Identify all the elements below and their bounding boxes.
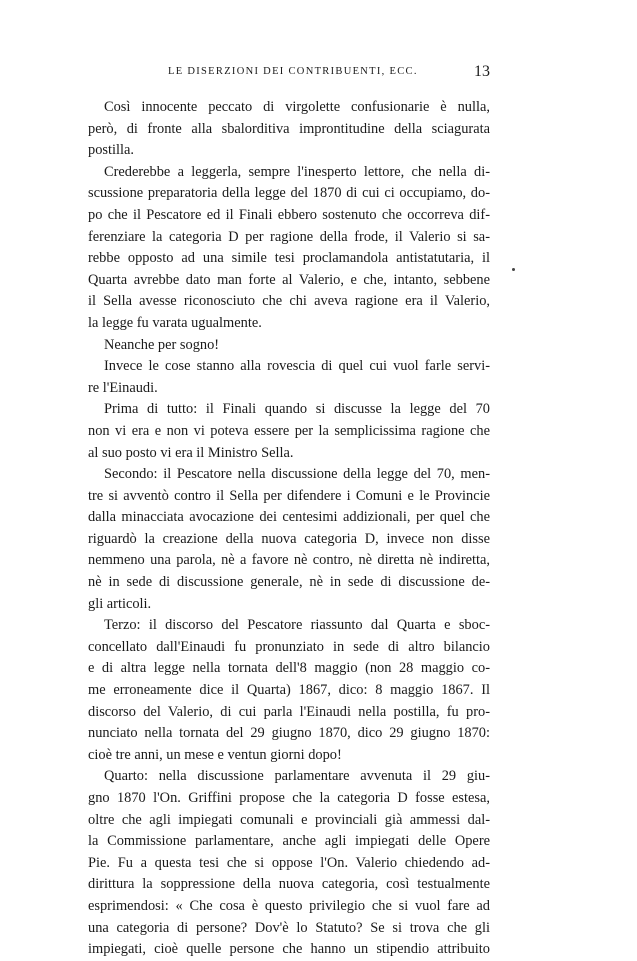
text-line: Invece le cose stanno alla rovescia di quel cui vuol farle servi-	[104, 358, 490, 375]
text-line: il Sella avesse riconosciuto che chi aveva ragione era il Valerio,	[88, 293, 490, 310]
text-line: Pie. Fu a questa tesi che si oppose l'On. Valerio chiedendo ad-	[88, 854, 490, 871]
text-line: po che il Pescatore ed il Finali ebbero sostenuto che occorreva dif-	[88, 206, 490, 223]
text-line: nunciato nella tornata del 29 giugno 1870, dico 29 giugno 1870:	[88, 725, 490, 742]
text-line: postilla.	[88, 142, 134, 159]
text-line: gno 1870 l'On. Griffini propose che la categoria D fosse estesa,	[88, 790, 490, 806]
text-line: esprimendosi: « Che cosa è questo privilegio che si vuol fare ad	[88, 897, 490, 914]
text-line: tre si avventò contro il Sella per difendere i Comuni e le Provincie	[88, 487, 490, 504]
text-line: discorso del Valerio, di cui parla l'Einaudi nella postilla, fu pro-	[88, 703, 490, 720]
text-line: cioè tre anni, un mese e ventun giorni dopo!	[88, 746, 342, 763]
text-line: però, di fronte alla sbalorditiva improntitudine della sciagurata	[88, 120, 490, 137]
text-line: Quarto: nella discussione parlamentare avvenuta il 29 giu-	[104, 768, 490, 785]
text-line: e di altra legge nella tornata dell'8 maggio (non 28 maggio co-	[88, 660, 490, 677]
text-line: dirittura la soppressione della nuova categoria, così testualmente	[88, 876, 490, 893]
running-header	[88, 63, 490, 83]
text-line: la legge fu varata ugualmente.	[88, 314, 262, 331]
text-line: nemmeno una parola, nè a favore nè contro, nè diretta nè indiretta,	[88, 552, 490, 569]
text-line: non vi era e non vi poteva essere per la semplicissima ragione che	[88, 422, 490, 439]
text-line: al suo posto vi era il Ministro Sella.	[88, 444, 294, 461]
running-title: LE DISERZIONI DEI CONTRIBUENTI, ECC.	[168, 66, 418, 77]
text-line: gli articoli.	[88, 595, 152, 612]
text-line: oltre che agli impiegati comunali e provinciali già ammessi dal-	[88, 811, 490, 828]
text-line: Crederebbe a leggerla, sempre l'inesperto lettore, che nella di-	[104, 163, 490, 180]
text-line: rebbe opposto ad una simile tesi proclamandola antistatutaria, il	[88, 250, 490, 267]
print-speck	[512, 268, 515, 271]
text-line: dalla minacciata avocazione dei centesimi addizionali, per quel che	[88, 509, 490, 526]
text-line: la Commissione parlamentare, anche agli impiegati delle Opere	[88, 833, 490, 850]
body-text	[88, 97, 490, 961]
text-line: scussione preparatoria della legge del 1870 di cui ci occupiamo, do-	[88, 185, 490, 202]
text-line: Prima di tutto: il Finali quando si discusse la legge del 70	[104, 401, 490, 418]
text-line: Secondo: il Pescatore nella discussione della legge del 70, men-	[104, 466, 490, 483]
text-line: me erroneamente dice il Quarta) 1867, dico: 8 maggio 1867. Il	[88, 682, 490, 699]
text-line: una categoria di persone? Dov'è lo Statuto? Se si trova che gli	[88, 919, 490, 936]
text-line: Neanche per sogno!	[104, 336, 220, 353]
page-number: 13	[474, 63, 490, 80]
text-line: concellato dall'Einaudi fu pronunziato in sede di altro bilancio	[88, 638, 490, 655]
text-line: Quarta avrebbe dato man forte al Valerio, e che, intanto, sebbene	[88, 271, 490, 288]
text-line: impiegati, cioè quelle persone che hanno un stipendio attribuito	[88, 941, 490, 958]
text-line: nè in sede di discussione generale, nè in sede di discussione de-	[88, 574, 490, 591]
text-line: re l'Einaudi.	[88, 379, 158, 396]
text-line: ferenziare la categoria D per ragione della frode, il Valerio si sa-	[88, 228, 490, 245]
text-line: Terzo: il discorso del Pescatore riassunto dal Quarta e sboc-	[104, 617, 490, 634]
text-line: Così innocente peccato di virgolette confusionarie è nulla,	[104, 99, 490, 115]
text-line: riguardò la creazione della nuova categoria D, invece non disse	[88, 530, 490, 547]
